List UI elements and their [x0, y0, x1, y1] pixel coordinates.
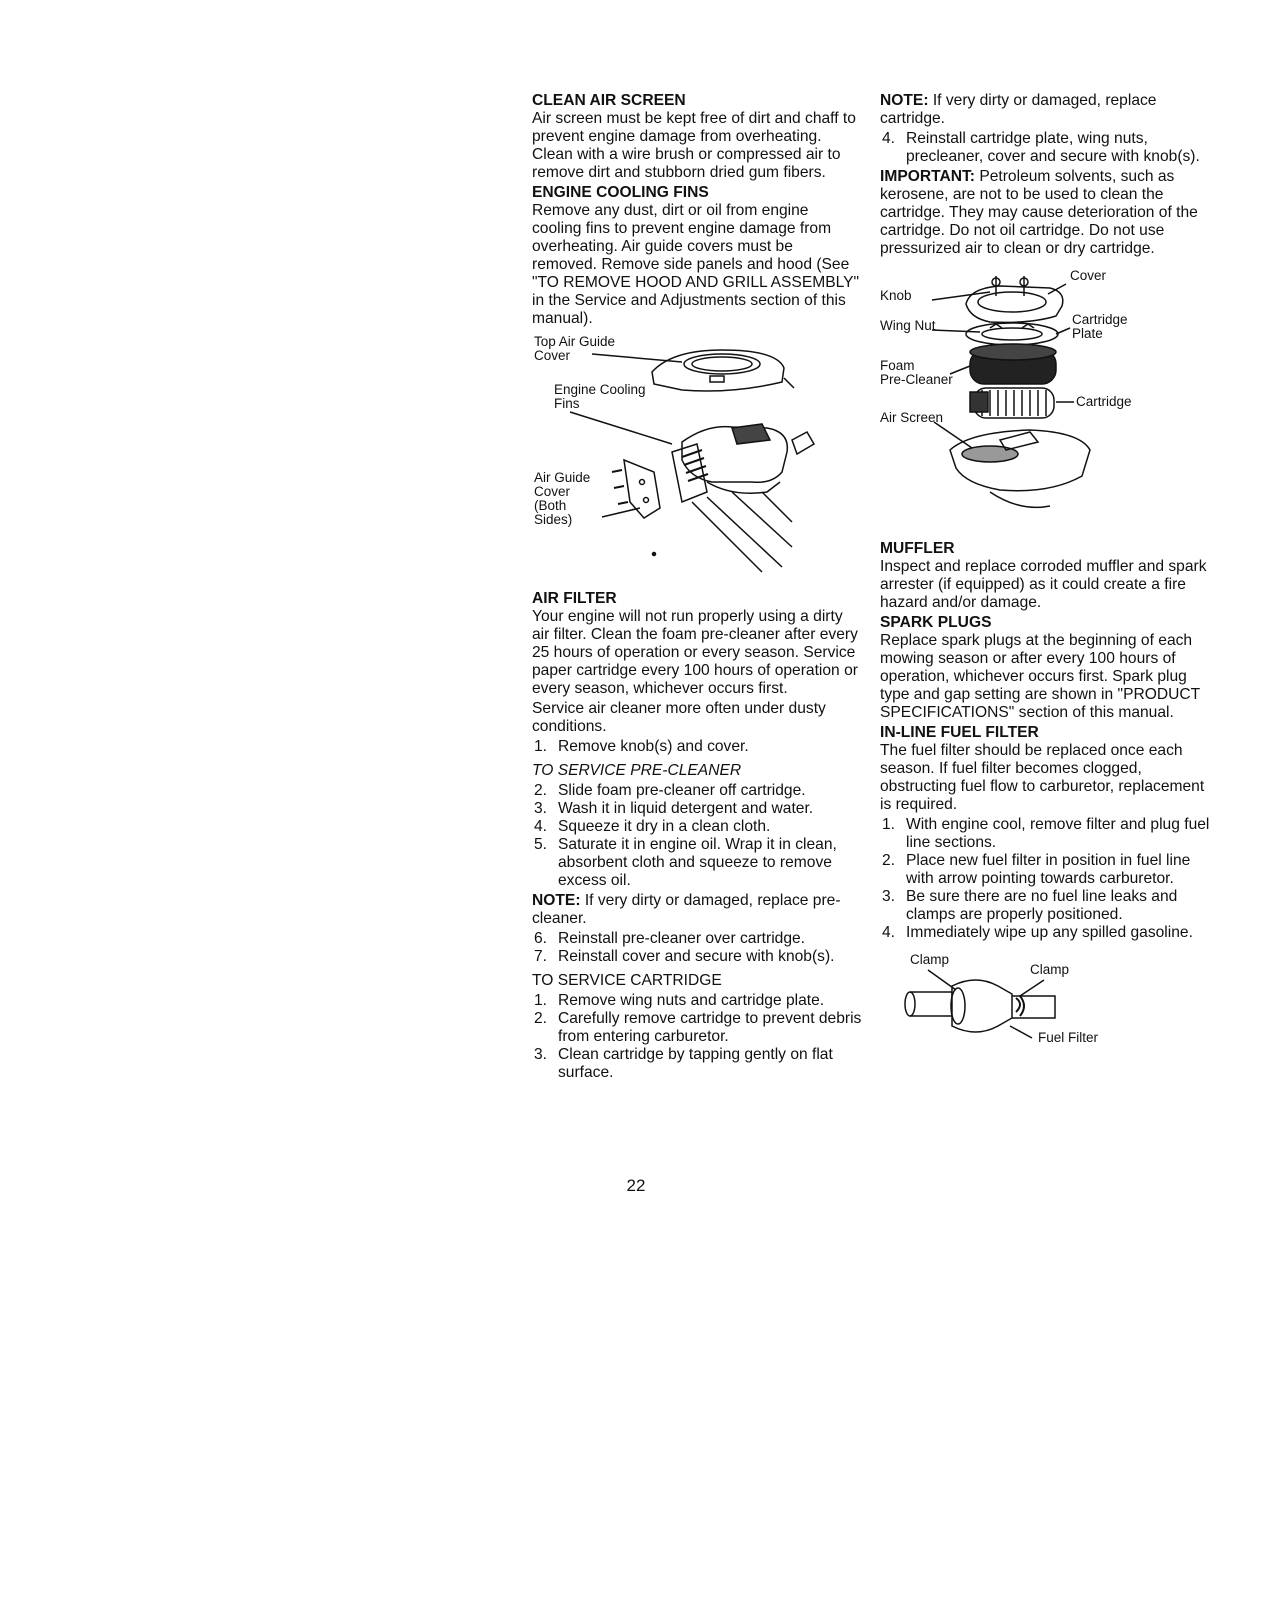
- important-label: IMPORTANT:: [880, 168, 975, 185]
- list-item-number: 4.: [882, 130, 896, 147]
- right-column: [880, 92, 1210, 1064]
- list-item-text: Saturate it in engine oil. Wrap it in clean, absorbent cloth and squeeze to remove excess oil.: [558, 836, 837, 889]
- note-label: NOTE:: [880, 92, 929, 109]
- list-item-number: 1.: [534, 992, 548, 1009]
- fuel-filter-body: The fuel filter should be replaced once each season. If fuel filter becomes clogged, obstructing fuel flow to carburetor, replacement is required.: [880, 742, 1205, 813]
- list-item-text: With engine cool, remove filter and plug fuel line sections.: [906, 816, 1210, 851]
- list-item-number: 3.: [882, 888, 896, 905]
- list-item-number: 4.: [882, 924, 896, 941]
- cooling-fins-body: Remove any dust, dirt or oil from engine cooling fins to prevent engine damage from overheating. Air guide covers must be removed. Remove side panels and hood (See "TO REMOVE HOOD AND GRILL ASSEMBLY" in the Service and Adjustments section of this manual).: [532, 202, 860, 327]
- note-text: If very dirty or damaged, replace pre-cleaner.: [532, 892, 841, 927]
- list-item-number: 3.: [534, 800, 548, 817]
- list-item-text: Clean cartridge by tapping gently on flat surface.: [558, 1046, 833, 1081]
- list-item: [532, 948, 862, 966]
- cover-drawing: [932, 276, 1066, 322]
- cartridge-drawing: [970, 388, 1074, 418]
- list-item: [532, 836, 862, 890]
- label-side-3: (Both: [534, 498, 567, 513]
- label-side-4: Sides): [534, 512, 573, 527]
- fuel-filter-figure: [880, 946, 1210, 1056]
- important-paragraph: [880, 168, 1210, 258]
- label-wing-nut: Wing Nut: [880, 318, 936, 333]
- foam-pre-cleaner-drawing: [950, 344, 1056, 384]
- list-item-number: 4.: [534, 818, 548, 835]
- list-item-text: Reinstall cover and secure with knob(s).: [558, 948, 835, 965]
- list-item-text: Remove wing nuts and cartridge plate.: [558, 992, 825, 1009]
- label-cartridge: Cartridge: [1076, 394, 1132, 409]
- engine-cooling-figure: [532, 332, 862, 582]
- list-item-number: 7.: [534, 948, 548, 965]
- list-item: [532, 800, 862, 818]
- air-filter-body-2: Service air cleaner more often under dusty conditions.: [532, 700, 826, 735]
- clean-air-screen-heading: CLEAN AIR SCREEN: [532, 92, 686, 109]
- label-clamp-left: Clamp: [910, 952, 950, 967]
- air-filter-steps-d: [532, 992, 862, 1082]
- page-number: 22: [626, 1176, 646, 1195]
- list-item-number: 2.: [534, 1010, 548, 1027]
- label-cover: Cover: [1070, 268, 1107, 283]
- list-item-number: 6.: [534, 930, 548, 947]
- label-top-cover-2: Cover: [534, 348, 571, 363]
- list-item-number: 2.: [534, 782, 548, 799]
- list-item-text: Squeeze it dry in a clean cloth.: [558, 818, 771, 835]
- label-side-1: Air Guide: [534, 470, 591, 485]
- list-item: [880, 130, 1210, 166]
- note-text: If very dirty or damaged, replace cartridge.: [880, 92, 1157, 127]
- list-item: [880, 888, 1210, 924]
- list-item: [532, 782, 862, 800]
- label-foam-2: Pre-Cleaner: [880, 372, 953, 387]
- list-item-text: Reinstall pre-cleaner over cartridge.: [558, 930, 806, 947]
- list-item: [532, 738, 862, 756]
- list-item-number: 5.: [534, 836, 548, 853]
- fuel-filter-steps: [880, 816, 1210, 942]
- air-filter-steps-a: [532, 738, 862, 756]
- clean-air-screen-body: Air screen must be kept free of dirt and chaff to prevent engine damage from overheating. Clean with a wire brush or compressed air to remove dirt and stubborn dried gum fibers.: [532, 110, 856, 181]
- label-fuel-filter: Fuel Filter: [1038, 1030, 1099, 1045]
- sub-heading-cartridge: TO SERVICE CARTRIDGE: [532, 972, 722, 989]
- list-item-number: 2.: [882, 852, 896, 869]
- label-fins-2: Fins: [554, 396, 580, 411]
- list-item-text: Wash it in liquid detergent and water.: [558, 800, 814, 817]
- list-item-text: Slide foam pre-cleaner off cartridge.: [558, 782, 806, 799]
- label-plate-2: Plate: [1072, 326, 1103, 341]
- important-text: Petroleum solvents, such as kerosene, are not to be used to clean the cartridge. They may cause deterioration of the cartridge. Do not oil cartridge. Do not use pressurized air to clean or dry cartridge.: [880, 168, 1198, 257]
- muffler-body: Inspect and replace corroded muffler and spark arrester (if equipped) as it could create a fire hazard and/or damage.: [880, 558, 1207, 611]
- list-item: [532, 930, 862, 948]
- spark-plugs-body: Replace spark plugs at the beginning of each mowing season or after every 100 hours of operation, whichever occurs first. Spark plug type and gap setting are shown in "PRODUCT SPECIFICATIONS" section of this manual.: [880, 632, 1200, 721]
- label-top-cover-1: Top Air Guide: [534, 334, 616, 349]
- left-column: [532, 92, 862, 1084]
- fuel-filter-drawing: [905, 970, 1055, 1038]
- label-clamp-right: Clamp: [1030, 962, 1070, 977]
- list-item-number: 1.: [882, 816, 896, 833]
- air-filter-steps-c: [532, 930, 862, 966]
- note-pre-cleaner: [532, 892, 862, 928]
- engine-drawing: [570, 412, 814, 572]
- label-plate-1: Cartridge: [1072, 312, 1128, 327]
- list-item-text: Be sure there are no fuel line leaks and clamps are properly positioned.: [906, 888, 1178, 923]
- label-side-2: Cover: [534, 484, 571, 499]
- label-foam-1: Foam: [880, 358, 915, 373]
- note-cartridge: [880, 92, 1210, 128]
- air-filter-heading: AIR FILTER: [532, 590, 617, 607]
- side-air-guide-cover-drawing: [602, 460, 660, 556]
- fuel-filter-heading: IN-LINE FUEL FILTER: [880, 724, 1039, 741]
- sub-heading-pre-cleaner: TO SERVICE PRE-CLEANER: [532, 762, 742, 779]
- air-screen-base-drawing: [934, 422, 1090, 507]
- label-knob: Knob: [880, 288, 912, 303]
- air-filter-body-1: Your engine will not run properly using a dirty air filter. Clean the foam pre-cleaner after every 25 hours of operation or every season. Service paper cartridge every 100 hours of operation or every season, whichever occurs first.: [532, 608, 858, 697]
- list-item: [880, 924, 1210, 942]
- spark-plugs-heading: SPARK PLUGS: [880, 614, 992, 631]
- list-item-number: 1.: [534, 738, 548, 755]
- label-fins-1: Engine Cooling: [554, 382, 646, 397]
- list-item: [880, 816, 1210, 852]
- muffler-heading: MUFFLER: [880, 540, 955, 557]
- list-item-text: Carefully remove cartridge to prevent debris from entering carburetor.: [558, 1010, 862, 1045]
- list-item: [532, 1046, 862, 1082]
- label-air-screen: Air Screen: [880, 410, 944, 425]
- list-item-text: Place new fuel filter in position in fuel line with arrow pointing towards carburetor.: [906, 852, 1191, 887]
- list-item: [532, 1010, 862, 1046]
- air-filter-steps-b: [532, 782, 862, 890]
- cartridge-steps-e: [880, 130, 1210, 166]
- list-item-text: Immediately wipe up any spilled gasoline.: [906, 924, 1193, 941]
- list-item: [880, 852, 1210, 888]
- list-item-number: 3.: [534, 1046, 548, 1063]
- air-filter-assembly-figure: [880, 262, 1210, 532]
- list-item-text: Reinstall cartridge plate, wing nuts, precleaner, cover and secure with knob(s).: [906, 130, 1200, 165]
- note-label: NOTE:: [532, 892, 581, 909]
- cartridge-plate-drawing: [932, 323, 1070, 345]
- list-item: [532, 818, 862, 836]
- cooling-fins-heading: ENGINE COOLING FINS: [532, 184, 709, 201]
- list-item: [532, 992, 862, 1010]
- list-item-text: Remove knob(s) and cover.: [558, 738, 749, 755]
